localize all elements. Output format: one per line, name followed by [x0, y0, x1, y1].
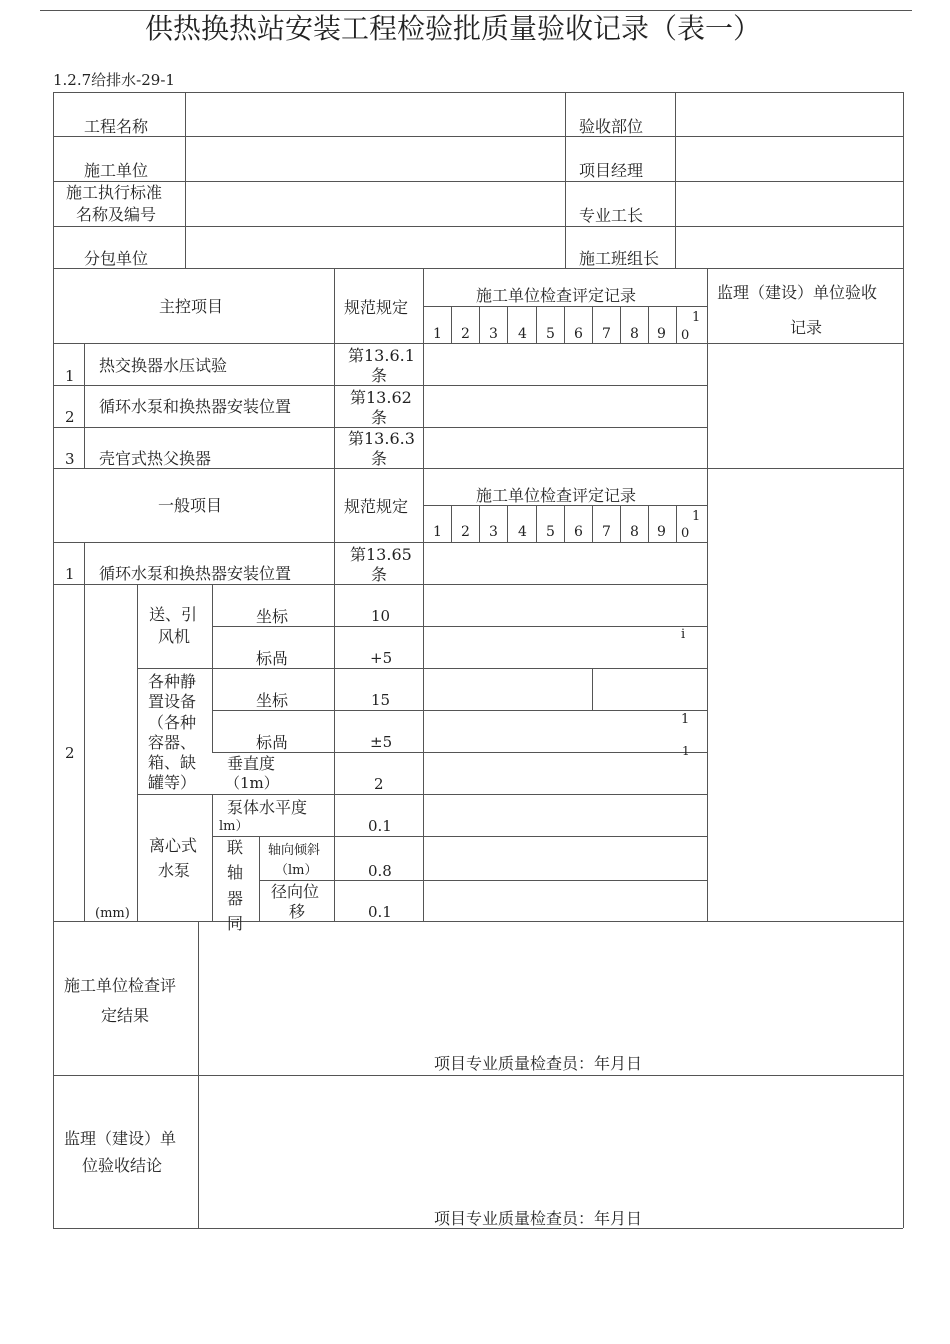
general-item-spec-unit: 条 [371, 565, 388, 584]
static-equipment-line: （各种 [148, 712, 197, 732]
static-equipment-label [148, 672, 196, 794]
static-elev-label: 标咼 [256, 733, 289, 752]
label-project-manager: 项目经理 [579, 161, 644, 180]
main-item-spec-unit: 条 [371, 408, 388, 427]
col-number: 4 [518, 524, 527, 540]
static-mark-partial: 1 [682, 744, 690, 758]
supervision-conclusion-line1: 监理（建设）单 [64, 1129, 177, 1148]
col-number-10-bottom: 0 [681, 526, 690, 541]
fan-label-line2: 风机 [158, 627, 191, 646]
col-number-10-top: 1 [692, 509, 701, 524]
radial-label-line2: 移 [289, 902, 306, 921]
main-spec-header: 规范规定 [344, 298, 409, 317]
static-coord-label: 坐标 [256, 691, 289, 710]
contractor-result-line1: 施工单位检查评 [64, 976, 177, 995]
main-item-spec-unit: 条 [371, 449, 388, 468]
inspector-sign-line-2: 项目专业质量检查员：年月日 [434, 1209, 643, 1228]
col-number: 9 [657, 326, 666, 342]
main-item-spec: 第13.62 [350, 388, 412, 407]
main-supervision-line1: 监理（建设）单位验收 [717, 283, 878, 302]
pump-label-line1: 离心式 [149, 836, 198, 855]
coupling-char: 同 [227, 914, 244, 933]
static-equipment-line: 各种静 [148, 672, 197, 691]
pump-level-label-line2: lm） [219, 819, 249, 834]
general-header: 一般项目 [158, 496, 223, 515]
axial-value: 0.8 [368, 862, 392, 880]
label-standard-line2: 名称及编号 [76, 205, 157, 224]
col-number: 4 [518, 326, 527, 342]
label-subcontractor: 分包单位 [84, 249, 149, 268]
col-number: 1 [433, 326, 442, 342]
axial-label-line2: （lm） [275, 863, 318, 878]
general-check-header: 施工单位检查评定记录 [476, 486, 637, 505]
label-accept-part: 验收部位 [579, 117, 644, 136]
col-number: 2 [461, 524, 470, 540]
radial-label [260, 881, 334, 921]
label-professional-foreman: 专业工长 [579, 206, 644, 225]
col-number-10-bottom: 0 [681, 328, 690, 343]
main-control-header: 主控项目 [159, 297, 224, 316]
fan-coord-label: 坐标 [256, 607, 289, 626]
contractor-result-line2: 定结果 [101, 1006, 150, 1025]
radial-label-line1: 径向位 [271, 882, 320, 901]
static-equipment-line: 置设备 [148, 692, 197, 712]
pump-label-line2: 水泵 [158, 861, 191, 880]
main-item-spec: 第13.6.1 [348, 346, 415, 365]
col-number: 2 [461, 326, 470, 342]
static-mark: 1 [681, 712, 690, 727]
static-coord-value: 15 [371, 691, 391, 709]
unit-label: (mm) [95, 906, 130, 921]
coupling-char: 轴 [227, 863, 244, 882]
main-item-no: 1 [65, 367, 75, 385]
vertical-label-line2: （1m） [225, 774, 279, 792]
fan-mark: i [681, 627, 686, 642]
general-item-name: 循环水泵和换热器安装位置 [99, 564, 292, 583]
label-standard-line1: 施工执行标准 [66, 183, 163, 202]
top-rule [40, 10, 912, 11]
col-number: 5 [546, 524, 555, 540]
static-equipment-line: 容器、 [148, 732, 197, 752]
pump-level-value: 0.1 [368, 817, 392, 835]
col-number: 3 [489, 524, 498, 540]
main-supervision-line2: 记录 [790, 318, 823, 337]
static-equipment-line: 箱、缺 [148, 753, 197, 773]
coupling-char: 器 [227, 889, 244, 908]
pump-level-label-line1: 泵体水平度 [227, 798, 308, 817]
main-item-name: 壳官式热父换器 [99, 449, 212, 468]
axial-label-line1: 轴向倾斜 [268, 843, 321, 858]
col-number: 6 [574, 524, 583, 540]
supervision-conclusion-line2: 位验收结论 [82, 1156, 163, 1175]
label-contractor: 施工单位 [84, 161, 149, 180]
col-number: 5 [546, 326, 555, 342]
main-item-name: 循环水泵和换热器安装位置 [99, 397, 292, 416]
label-team-leader: 施工班组长 [579, 249, 660, 268]
main-item-spec-unit: 条 [371, 366, 388, 385]
page-title: 供热换热站安装工程检验批质量验收记录（表一） [145, 12, 762, 45]
main-item-no: 3 [65, 450, 75, 468]
col-number: 9 [657, 524, 666, 540]
col-number: 3 [489, 326, 498, 342]
static-equipment-line: 罐等） [148, 773, 197, 793]
general-item-spec: 第13.65 [350, 545, 412, 564]
col-number: 8 [630, 524, 639, 540]
col-number: 6 [574, 326, 583, 342]
main-item-no: 2 [65, 408, 75, 426]
radial-value: 0.1 [368, 903, 392, 921]
form-code: 1.2.7给排水-29-1 [53, 71, 175, 89]
main-check-header: 施工单位检查评定记录 [476, 286, 637, 305]
general-spec-header: 规范规定 [344, 497, 409, 516]
fan-label-line1: 送、引 [149, 605, 198, 624]
main-item-spec: 第13.6.3 [348, 429, 415, 448]
col-number: 7 [602, 524, 611, 540]
fan-coord-value: 10 [371, 607, 391, 625]
col-number: 7 [602, 326, 611, 342]
vertical-value: 2 [374, 775, 384, 793]
coupling-label [212, 836, 259, 933]
fan-elev-value: +5 [370, 649, 393, 667]
col-number: 8 [630, 326, 639, 342]
general-item-no: 1 [65, 565, 75, 583]
main-item-name: 热交换器水压试验 [99, 356, 228, 375]
static-elev-value: ±5 [370, 733, 393, 751]
label-project-name: 工程名称 [84, 117, 149, 136]
inspector-sign-line: 项目专业质量检查员：年月日 [434, 1054, 643, 1073]
col-number: 1 [433, 524, 442, 540]
fan-elev-label: 标咼 [256, 649, 289, 668]
general-item2-no: 2 [65, 744, 75, 762]
vertical-label-line1: 垂直度 [227, 754, 276, 773]
col-number-10-top: 1 [692, 310, 701, 325]
coupling-char: 联 [227, 838, 244, 857]
